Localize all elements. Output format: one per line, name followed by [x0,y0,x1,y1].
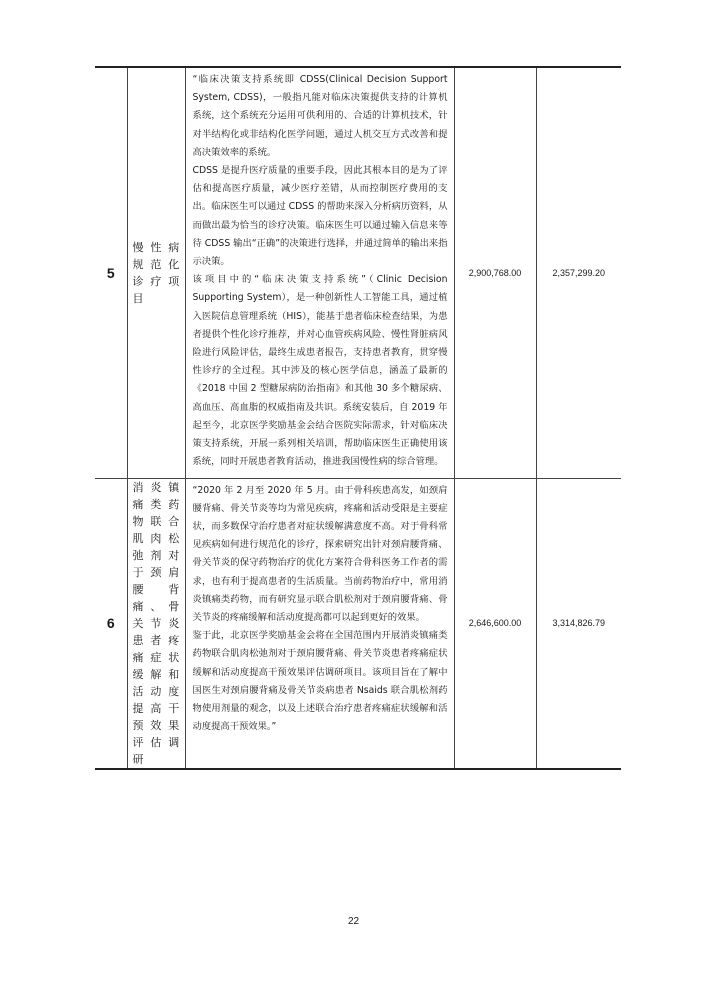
table-row [95,67,621,478]
project-name: 慢性病规范化诊疗项目 [127,67,185,478]
amount-cell: 3,314,826.79 [536,478,621,769]
row-number: 5 [95,67,127,478]
amount-cell: 2,357,299.20 [536,67,621,478]
project-table [95,66,621,770]
table-row [95,478,621,769]
description-paragraph: 该项目中的“临床决策支持系统”（Clinic Decision Supporting System），是一种创新性人工智能工具，通过植入医院信息管理系统（HIS），能基于患者临床检查结果，为患者提供个性化诊疗推荐，并对心血管疾病风险、慢性肾脏病风险进行风险评估，最终生成患者报告，支持患者教育，贯穿慢性诊疗的全过程。其中涉及的核心医学信息，涵盖了最新的《2018 中国 2 型糖尿病防治指南》和其他 30 多个糖尿病、高血压、高血脂的权威指南及共识。系统安装后，自 2019 年起至今，北京医学奖励基金会结合医院实际需求，针对临床决策支持系统，开展一系列相关培训，帮助临床医生正确使用该系统，同时开展患者教育活动，推进我国慢性病的综合管理。 [192,274,448,468]
description-paragraph: “临床决策支持系统即 CDSS(Clinical Decision Support System, CDSS)，一般指凡能对临床决策提供支持的计算机系统，这个系统充分运用可供利用的、合适的计算机技术，针对半结构化或非结构化医学问题，通过人机交互方式改善和提高决策效率的系统。 [192,74,448,158]
row-number: 6 [95,478,127,769]
description-paragraph: CDSS 是提升医疗质量的重要手段，因此其根本目的是为了评估和提高医疗质量，减少医疗差错，从而控制医疗费用的支出。临床医生可以通过 CDSS 的帮助来深入分析病历资料，从而做出最为恰当的诊疗决策。临床医生可以通过输入信息来等待 CDSS 输出“正确”的决策进行选择，并通过简单的输出来指示决策。 [192,165,448,268]
project-description [185,478,454,769]
page-number: 22 [347,916,360,927]
project-description [185,67,454,478]
description-paragraph: “2020 年 2 月至 2020 年 5 月。由于骨科疾患高发，如颈肩腰背痛、骨关节炎等均为常见疾病，疼痛和活动受限是主要症状，而多数保守治疗患者对症状缓解满意度不高。对于骨科常见疾病如何进行规范化的诊疗，探索研究出针对颈肩腰背痛、骨关节炎的保守药物治疗的优化方案符合骨科医务工作者的需求，也有利于提高患者的生活质量。当前药物治疗中，常用消炎镇痛类药物，而有研究显示联合肌松剂对于颈肩腰背痛、骨关节炎的疼痛缓解和活动度提高都可以起到更好的效果。 [192,484,448,623]
description-paragraph: 鉴于此，北京医学奖励基金会将在全国范围内开展消炎镇痛类药物联合肌肉松弛剂对于颈肩腰背痛、骨关节炎患者疼痛症状缓解和活动度提高干预效果评估调研项目。该项目旨在了解中国医生对颈肩腰背痛及骨关节炎病患者 Nsaids 联合肌松剂药物使用剂量的观念，以及上述联合治疗患者疼痛症状缓解和活动度提高干预效果。” [192,630,448,733]
amount-cell: 2,900,768.00 [454,67,536,478]
amount-cell: 2,646,600.00 [454,478,536,769]
project-name: 消炎镇痛类药物联合肌肉松弛剂对于颈肩腰背痛、骨关节炎患者疼痛症状缓解和活动度提高干预效果评估调研 [127,478,185,769]
